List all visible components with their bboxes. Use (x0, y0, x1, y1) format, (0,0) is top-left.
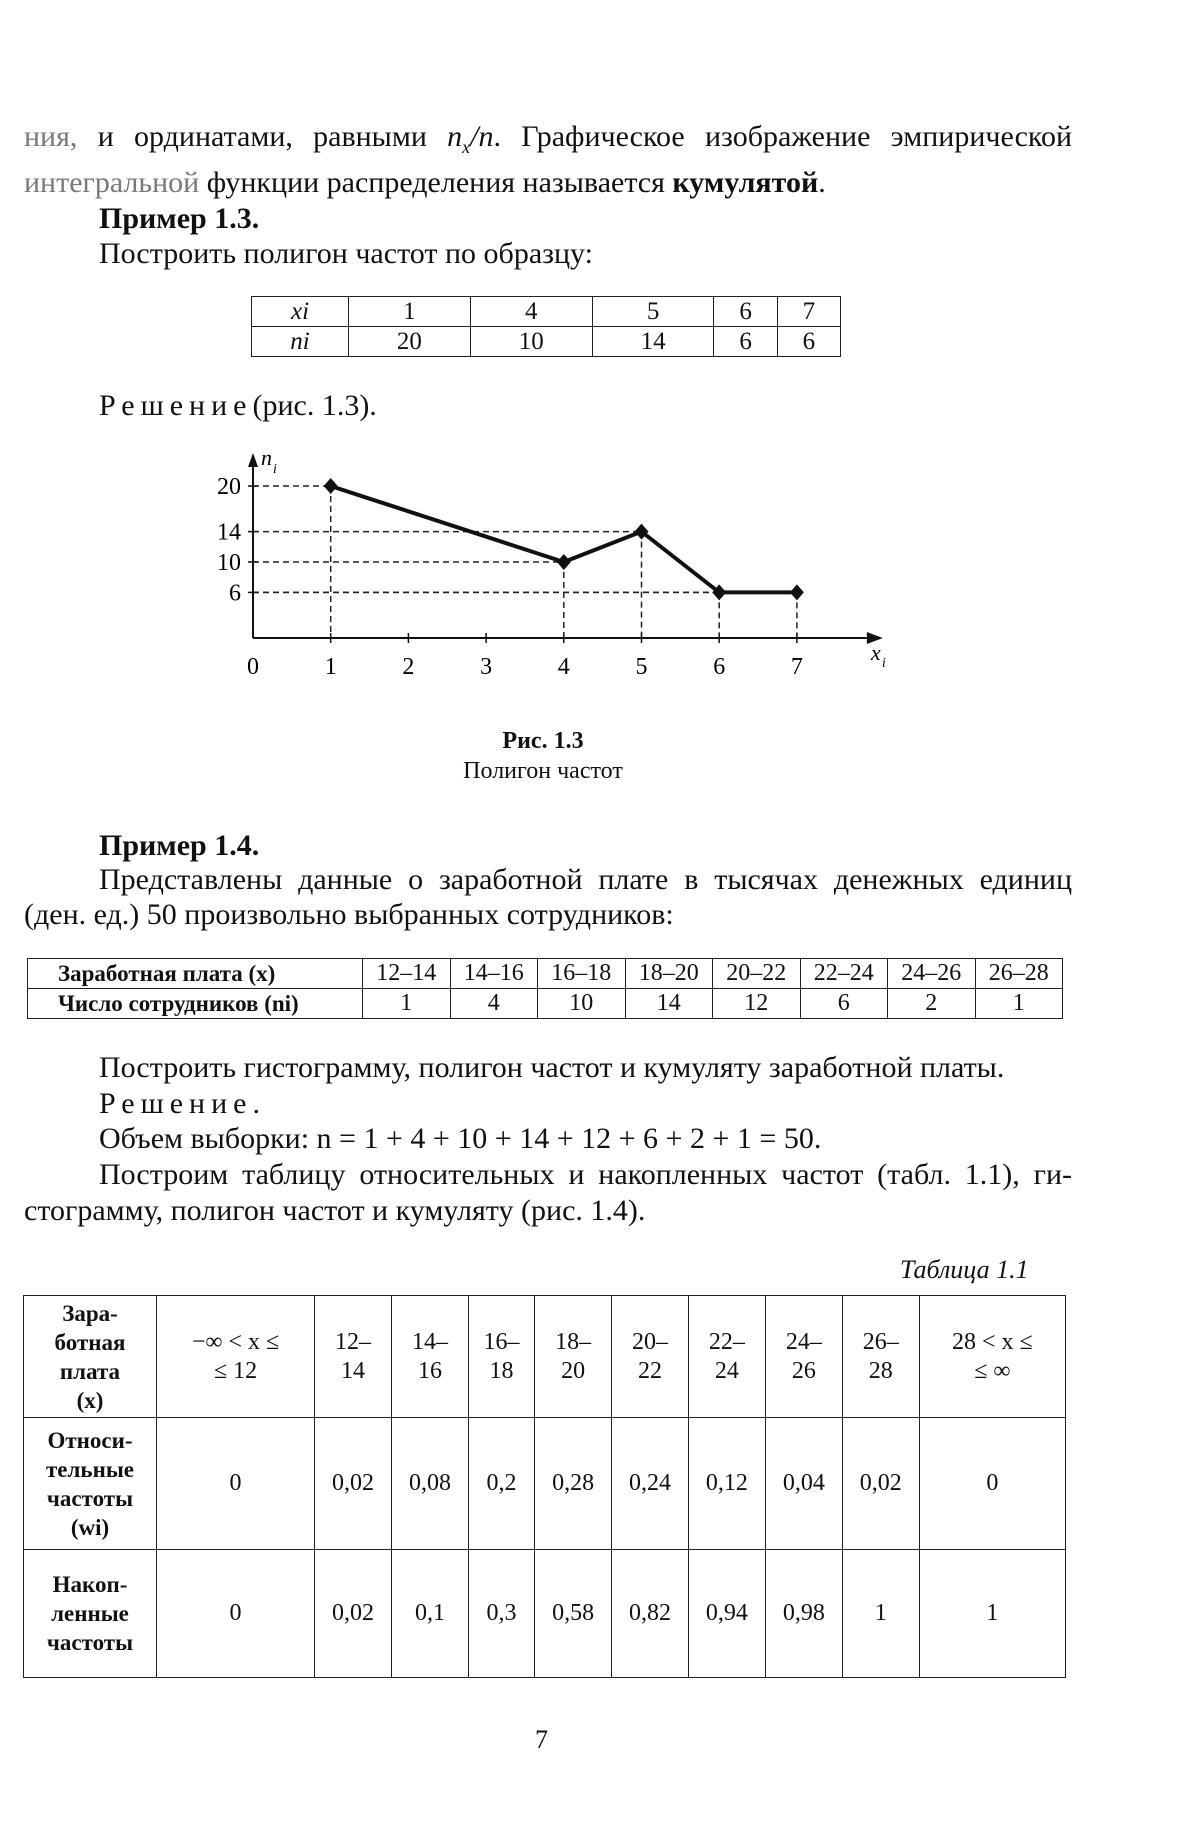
y-tick-label: 14 (217, 519, 241, 546)
table-cell: 24–26 (888, 959, 976, 989)
row-label: xi (252, 297, 349, 327)
interval-cell: 26– 28 (842, 1296, 919, 1418)
cumulative-frequency-cell: 0,82 (612, 1550, 689, 1678)
cumulative-frequency-cell: 1 (842, 1550, 919, 1678)
row-header: Накоп- ленные частоты (24, 1550, 157, 1678)
table-cell: 1 (975, 989, 1063, 1019)
example-1-4-task: Построить гистограмму, полигон частот и кумуляту заработной платы. (99, 1051, 1005, 1084)
x-tick-label: 7 (790, 654, 803, 680)
row-label: ni (252, 327, 349, 357)
table-cell: 4 (450, 989, 538, 1019)
data-point (790, 584, 804, 600)
intro-faded-word: ния, (24, 120, 78, 153)
relative-frequency-cell: 0,12 (688, 1418, 765, 1550)
table-caption: Таблица 1.1 (900, 1255, 1029, 1284)
x-tick-label: 4 (557, 654, 570, 680)
table-cell: 12 (713, 989, 801, 1019)
table-row (28, 989, 1063, 1019)
y-axis-label: n (261, 445, 272, 470)
figure-caption-number: Рис. 1.3 (502, 728, 584, 754)
x-tick-label: 3 (480, 654, 493, 680)
table-cell: 10 (470, 327, 592, 357)
table-row (28, 959, 1063, 989)
cumulative-frequency-cell: 0,94 (688, 1550, 765, 1678)
cumulative-frequency-cell: 0,1 (392, 1550, 469, 1678)
y-axis-arrow (248, 453, 258, 467)
example-1-4-title: Пример 1.4. (99, 829, 260, 862)
interval-cell: 24– 26 (765, 1296, 842, 1418)
table-cell: 26–28 (975, 959, 1063, 989)
interval-cell: −∞ < x ≤ ≤ 12 (157, 1296, 315, 1418)
table-cell: 6 (714, 327, 777, 357)
interval-cell: 20– 22 (612, 1296, 689, 1418)
cumulative-frequency-cell: 0,3 (468, 1550, 534, 1678)
table-cell: 14 (625, 989, 713, 1019)
salary-table (27, 958, 1063, 1019)
table-cell: 4 (470, 297, 592, 327)
figure-caption-text: Полигон частот (463, 758, 623, 784)
y-tick-label: 6 (229, 580, 241, 607)
table-cell: 14–16 (450, 959, 538, 989)
row-header: Относи- тельные частоты (wi) (24, 1418, 157, 1550)
x-tick-label: 6 (713, 654, 726, 680)
relative-frequency-cell: 0 (919, 1418, 1065, 1550)
example-1-4-text-2: (ден. ед.) 50 произвольно выбранных сотрудников: (24, 898, 674, 931)
table-cell: 6 (714, 297, 777, 327)
term-cumulata: кумулятой (672, 166, 819, 199)
sample-table (251, 296, 841, 357)
interval-cell: 28 < x ≤ ≤ ∞ (919, 1296, 1065, 1418)
table-row (252, 297, 841, 327)
y-tick-label: 20 (217, 474, 241, 500)
x-tick-label: 2 (402, 654, 415, 680)
table-row (24, 1296, 1066, 1418)
cumulative-frequency-cell: 0,02 (315, 1550, 392, 1678)
solution-1-4: Решение. (99, 1087, 266, 1120)
cumulative-frequency-cell: 0,58 (535, 1550, 612, 1678)
table-row (24, 1550, 1066, 1678)
interval-cell: 18– 20 (535, 1296, 612, 1418)
relative-frequency-cell: 0,02 (315, 1418, 392, 1550)
solution-1-3: Решение(рис. 1.3). (99, 389, 377, 422)
relative-frequency-cell: 0,08 (392, 1418, 469, 1550)
interval-cell: 16– 18 (468, 1296, 534, 1418)
build-text-2: стограмму, полигон частот и кумуляту (рис. 1.4). (24, 1194, 646, 1227)
row-label: Число сотрудников (ni) (28, 989, 363, 1019)
interval-cell: 12– 14 (315, 1296, 392, 1418)
example-1-3-task: Построить полигон частот по образцу: (99, 237, 593, 270)
y-axis-label-sub: i (273, 462, 277, 477)
table-cell: 1 (363, 989, 451, 1019)
relative-frequency-cell: 0,2 (468, 1418, 534, 1550)
table-cell: 18–20 (625, 959, 713, 989)
table-cell: 14 (592, 327, 714, 357)
intro-line-1: ния, и ординатами, равными $n_x/n$. Графическое изображение эмпирической (24, 120, 1072, 157)
relative-frequency-cell: 0,02 (842, 1418, 919, 1550)
frequency-polygon-chart (180, 440, 940, 700)
table-row (252, 327, 841, 357)
y-tick-label: 10 (217, 550, 241, 576)
relative-frequency-cell: 0,28 (535, 1418, 612, 1550)
frequency-table-1-1 (23, 1295, 1066, 1678)
x-tick-label: 1 (324, 654, 337, 680)
sample-volume: Объем выборки: n = 1 + 4 + 10 + 14 + 12 + 6 + 2 + 1 = 50. (99, 1122, 822, 1155)
relative-frequency-cell: 0 (157, 1418, 315, 1550)
data-point (557, 554, 571, 570)
row-label: Заработная плата (x) (28, 959, 363, 989)
page-number: 7 (535, 1725, 548, 1754)
table-cell: 7 (777, 297, 840, 327)
table-cell: 6 (777, 327, 840, 357)
cumulative-frequency-cell: 0,98 (765, 1550, 842, 1678)
table-cell: 6 (800, 989, 888, 1019)
intro-line-2: интегральной функции распределения называется кумулятой. (24, 166, 826, 199)
example-1-3-title: Пример 1.3. (99, 202, 260, 235)
table-cell: 20 (349, 327, 471, 357)
build-text-1: Построим таблицу относительных и накопленных частот (табл. 1.1), ги- (99, 1158, 1072, 1191)
relative-frequency-cell: 0,24 (612, 1418, 689, 1550)
table-cell: 5 (592, 297, 714, 327)
interval-cell: 14– 16 (392, 1296, 469, 1418)
row-header: Зара- ботная плата (x) (24, 1296, 157, 1418)
example-1-4-text-1: Представлены данные о заработной плате в тысячах денежных единиц (99, 863, 1072, 896)
x-axis-label: x (870, 640, 881, 665)
table-row (24, 1418, 1066, 1550)
table-cell: 20–22 (713, 959, 801, 989)
x-axis-label-sub: i (881, 656, 886, 671)
x-tick-label: 0 (247, 654, 259, 680)
interval-cell: 22– 24 (688, 1296, 765, 1418)
cumulative-frequency-cell: 1 (919, 1550, 1065, 1678)
table-cell: 12–14 (363, 959, 451, 989)
cumulative-frequency-cell: 0 (157, 1550, 315, 1678)
relative-frequency-cell: 0,04 (765, 1418, 842, 1550)
x-tick-label: 5 (635, 654, 648, 680)
table-cell: 16–18 (538, 959, 626, 989)
table-cell: 2 (888, 989, 976, 1019)
table-cell: 22–24 (800, 959, 888, 989)
table-cell: 1 (349, 297, 471, 327)
data-point (324, 478, 338, 494)
table-cell: 10 (538, 989, 626, 1019)
